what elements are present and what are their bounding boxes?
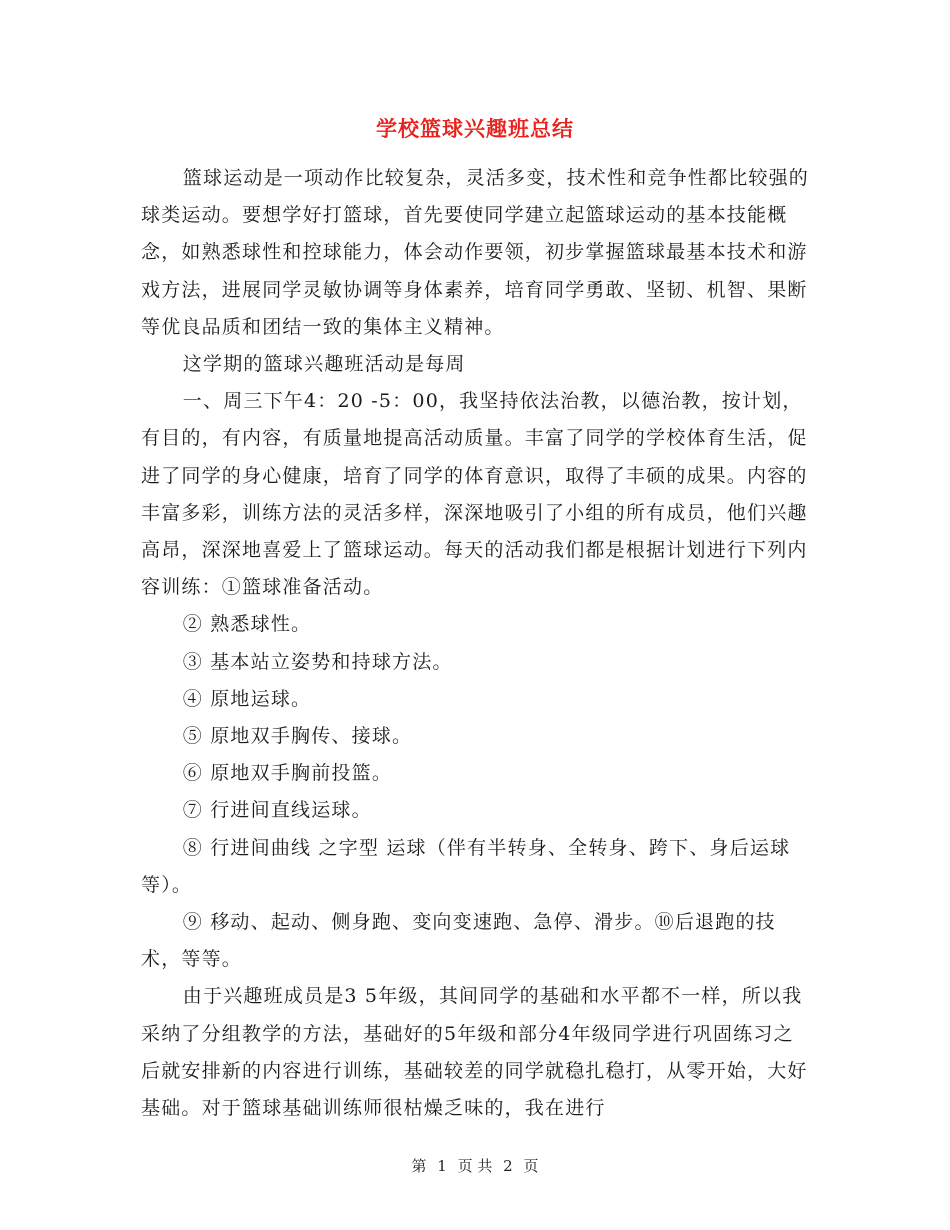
list-item: ④ 原地运球。	[182, 687, 312, 710]
document-body	[141, 160, 809, 1127]
footer-mid: 页 共	[457, 1157, 493, 1175]
paragraph-schedule: 这学期的篮球兴趣班活动是每周	[182, 353, 466, 376]
footer-total-pages: 2	[503, 1157, 513, 1175]
list-item: ③ 基本站立姿势和持球方法。	[182, 650, 453, 673]
list-item: ⑦ 行进间直线运球。	[182, 799, 372, 822]
list-item: ② 熟悉球性。	[182, 613, 312, 636]
paragraph-intro: 篮球运动是一项动作比较复杂，灵活多变，技术性和竞争性都比较强的球类运动。要想学好打篮球，首先要使同学建立起篮球运动的基本技能概念，如熟悉球性和控球能力，体会动作要领，初步掌握篮球最基本技术和游戏方法，进展同学灵敏协调等身体素养，培育同学勇敢、坚韧、机智、果断等优良品质和团结一致的集体主义精神。	[141, 167, 809, 338]
list-item: ⑧ 行进间曲线 之字型 运球（伴有半转身、全转身、跨下、身后运球等）。	[141, 836, 791, 896]
footer-page-number: 1	[437, 1157, 447, 1175]
paragraph-activities: 一、周三下午4：20 -5：00，我坚持依法治教，以德治教，按计划，有目的，有内容，有质量地提高活动质量。丰富了同学的学校体育生活，促进了同学的身心健康，培育了同学的体育意识，取得了丰硕的成果。内容的丰富多彩，训练方法的灵活多样，深深地吸引了小组的所有成员，他们兴趣高昂，深深地喜爱上了篮球运动。每天的活动我们都是根据计划进行下列内容训练：①篮球准备活动。	[141, 390, 808, 599]
footer-prefix: 第	[411, 1157, 427, 1175]
page-footer	[0, 1155, 950, 1176]
list-item: ⑤ 原地双手胸传、接球。	[182, 725, 413, 748]
list-item: ⑨ 移动、起动、侧身跑、变向变速跑、急停、滑步。⑩后退跑的技术，等等。	[141, 911, 776, 971]
list-item: ⑥ 原地双手胸前投篮。	[182, 762, 393, 785]
document-title: 学校篮球兴趣班总结	[376, 116, 574, 141]
footer-suffix: 页	[523, 1157, 539, 1175]
paragraph-grouping: 由于兴趣班成员是3 5年级，其间同学的基础和水平都不一样，所以我采纳了分组教学的方法，基础好的5年级和部分4年级同学进行巩固练习之后就安排新的内容进行训练，基础较差的同学就稳扎稳打，从零开始，大好基础。对于篮球基础训练师很枯燥乏味的，我在进行	[141, 985, 808, 1120]
